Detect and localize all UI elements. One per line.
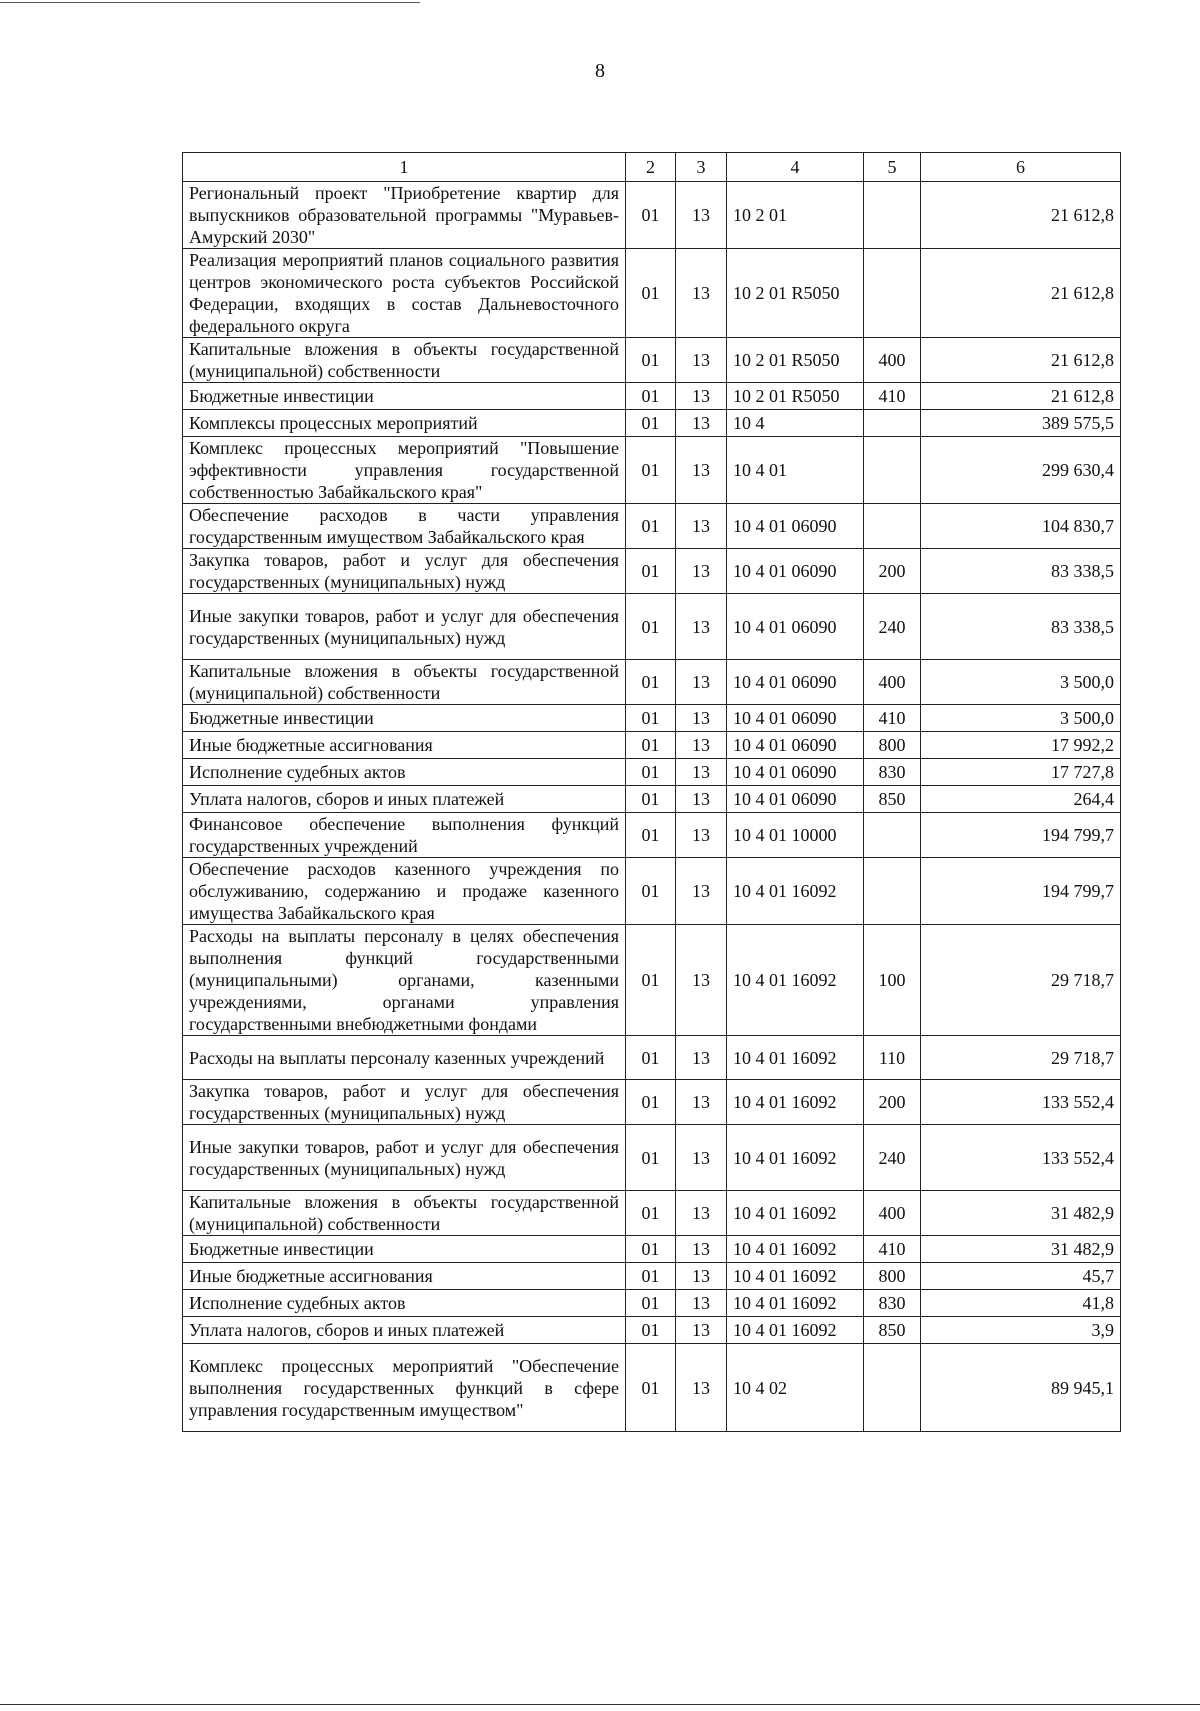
row-cell-c4: 10 2 01 R5050	[727, 383, 864, 410]
row-name-cell: Уплата налогов, сборов и иных платежей	[183, 1317, 626, 1344]
row-cell-c6: 133 552,4	[921, 1125, 1121, 1191]
row-name-cell: Бюджетные инвестиции	[183, 383, 626, 410]
row-cell-c5: 200	[864, 1080, 921, 1125]
table-row	[183, 813, 1121, 858]
row-cell-c4: 10 4 01	[727, 437, 864, 504]
row-cell-c6: 21 612,8	[921, 383, 1121, 410]
table-row	[183, 249, 1121, 338]
row-cell-c4: 10 4 01 06090	[727, 594, 864, 660]
row-cell-c6: 17 992,2	[921, 732, 1121, 759]
row-name-cell: Иные бюджетные ассигнования	[183, 732, 626, 759]
row-cell-c3: 13	[676, 1191, 727, 1236]
row-cell-c6: 3 500,0	[921, 705, 1121, 732]
row-cell-c5: 240	[864, 1125, 921, 1191]
column-header-2: 2	[626, 153, 676, 182]
row-cell-c3: 13	[676, 1344, 727, 1432]
row-cell-c2: 01	[626, 660, 676, 705]
table-row	[183, 705, 1121, 732]
row-name-cell: Региональный проект "Приобретение квартир для выпускников образовательной программы "Муравьев-Амурский 2030"	[183, 182, 626, 249]
row-cell-c3: 13	[676, 1263, 727, 1290]
row-name-cell: Иные бюджетные ассигнования	[183, 1263, 626, 1290]
table-row	[183, 1290, 1121, 1317]
column-header-1: 1	[183, 153, 626, 182]
column-header-4: 4	[727, 153, 864, 182]
table-row	[183, 437, 1121, 504]
row-cell-c3: 13	[676, 338, 727, 383]
row-name-cell: Исполнение судебных актов	[183, 1290, 626, 1317]
table-row	[183, 732, 1121, 759]
row-name-cell: Финансовое обеспечение выполнения функций государственных учреждений	[183, 813, 626, 858]
row-cell-c3: 13	[676, 1080, 727, 1125]
table-row	[183, 925, 1121, 1036]
row-cell-c6: 3,9	[921, 1317, 1121, 1344]
row-cell-c6: 21 612,8	[921, 338, 1121, 383]
column-header-5: 5	[864, 153, 921, 182]
row-cell-c6: 83 338,5	[921, 549, 1121, 594]
table-row	[183, 1191, 1121, 1236]
row-cell-c2: 01	[626, 594, 676, 660]
row-name-cell: Комплексы процессных мероприятий	[183, 410, 626, 437]
row-cell-c4: 10 2 01 R5050	[727, 249, 864, 338]
row-cell-c5: 800	[864, 1263, 921, 1290]
row-cell-c4: 10 4	[727, 410, 864, 437]
table-row	[183, 1125, 1121, 1191]
table-row	[183, 504, 1121, 549]
row-name-cell: Комплекс процессных мероприятий "Обеспечение выполнения государственных функций в сфере управления государственным имуществом"	[183, 1344, 626, 1432]
row-cell-c4: 10 4 01 16092	[727, 1125, 864, 1191]
table-row	[183, 1344, 1121, 1432]
row-cell-c5	[864, 182, 921, 249]
row-cell-c3: 13	[676, 549, 727, 594]
row-cell-c6: 17 727,8	[921, 759, 1121, 786]
row-cell-c4: 10 4 01 06090	[727, 786, 864, 813]
row-cell-c3: 13	[676, 504, 727, 549]
row-cell-c4: 10 4 01 16092	[727, 1036, 864, 1080]
row-name-cell: Комплекс процессных мероприятий "Повышение эффективности управления государственной собственностью Забайкальского края"	[183, 437, 626, 504]
row-cell-c5: 410	[864, 705, 921, 732]
row-cell-c6: 21 612,8	[921, 249, 1121, 338]
table-row	[183, 549, 1121, 594]
row-name-cell: Расходы на выплаты персоналу в целях обеспечения выполнения функций государственными (муниципальными) органами, казенными учреждениями, органами управления государственными внебюджетными фондами	[183, 925, 626, 1036]
row-cell-c5: 400	[864, 338, 921, 383]
row-cell-c4: 10 4 02	[727, 1344, 864, 1432]
row-cell-c2: 01	[626, 504, 676, 549]
row-cell-c2: 01	[626, 410, 676, 437]
row-cell-c2: 01	[626, 182, 676, 249]
row-cell-c6: 45,7	[921, 1263, 1121, 1290]
row-cell-c2: 01	[626, 786, 676, 813]
row-cell-c4: 10 4 01 16092	[727, 1080, 864, 1125]
row-cell-c2: 01	[626, 1036, 676, 1080]
row-cell-c6: 3 500,0	[921, 660, 1121, 705]
row-cell-c6: 389 575,5	[921, 410, 1121, 437]
row-cell-c2: 01	[626, 1236, 676, 1263]
row-name-cell: Капитальные вложения в объекты государственной (муниципальной) собственности	[183, 338, 626, 383]
row-cell-c3: 13	[676, 1290, 727, 1317]
row-name-cell: Уплата налогов, сборов и иных платежей	[183, 786, 626, 813]
row-cell-c4: 10 2 01 R5050	[727, 338, 864, 383]
table-row	[183, 786, 1121, 813]
row-cell-c4: 10 2 01	[727, 182, 864, 249]
row-cell-c2: 01	[626, 1344, 676, 1432]
table-row	[183, 182, 1121, 249]
table-row	[183, 1036, 1121, 1080]
row-cell-c2: 01	[626, 1290, 676, 1317]
row-cell-c3: 13	[676, 1236, 727, 1263]
row-cell-c5	[864, 437, 921, 504]
table-row	[183, 410, 1121, 437]
row-cell-c5	[864, 249, 921, 338]
table-body	[183, 182, 1121, 1432]
row-cell-c3: 13	[676, 705, 727, 732]
row-name-cell: Реализация мероприятий планов социального развития центров экономического роста субъектов Российской Федерации, входящих в состав Дальневосточного федерального округа	[183, 249, 626, 338]
row-cell-c6: 299 630,4	[921, 437, 1121, 504]
row-cell-c5	[864, 1344, 921, 1432]
table-row	[183, 1236, 1121, 1263]
row-cell-c4: 10 4 01 06090	[727, 549, 864, 594]
row-cell-c3: 13	[676, 410, 727, 437]
row-cell-c6: 194 799,7	[921, 813, 1121, 858]
row-cell-c5: 410	[864, 1236, 921, 1263]
row-cell-c2: 01	[626, 813, 676, 858]
row-cell-c6: 31 482,9	[921, 1236, 1121, 1263]
row-cell-c5: 410	[864, 383, 921, 410]
budget-table	[182, 152, 1121, 1432]
column-header-6: 6	[921, 153, 1121, 182]
row-cell-c3: 13	[676, 1036, 727, 1080]
row-cell-c5: 100	[864, 925, 921, 1036]
row-name-cell: Иные закупки товаров, работ и услуг для обеспечения государственных (муниципальных) нужд	[183, 594, 626, 660]
row-cell-c2: 01	[626, 249, 676, 338]
row-name-cell: Закупка товаров, работ и услуг для обеспечения государственных (муниципальных) нужд	[183, 549, 626, 594]
row-name-cell: Капитальные вложения в объекты государственной (муниципальной) собственности	[183, 660, 626, 705]
row-cell-c5: 800	[864, 732, 921, 759]
row-cell-c3: 13	[676, 1317, 727, 1344]
row-cell-c2: 01	[626, 858, 676, 925]
row-cell-c6: 89 945,1	[921, 1344, 1121, 1432]
table-header-row	[183, 153, 1121, 182]
row-cell-c2: 01	[626, 759, 676, 786]
row-cell-c5	[864, 410, 921, 437]
row-cell-c2: 01	[626, 549, 676, 594]
table-row	[183, 1263, 1121, 1290]
row-cell-c3: 13	[676, 925, 727, 1036]
row-cell-c3: 13	[676, 858, 727, 925]
column-header-3: 3	[676, 153, 727, 182]
table-row	[183, 383, 1121, 410]
row-name-cell: Обеспечение расходов в части управления государственным имуществом Забайкальского края	[183, 504, 626, 549]
row-cell-c3: 13	[676, 182, 727, 249]
scan-edge-line	[0, 2, 420, 3]
page-number: 8	[595, 60, 605, 82]
row-cell-c6: 29 718,7	[921, 925, 1121, 1036]
row-cell-c4: 10 4 01 16092	[727, 1317, 864, 1344]
row-cell-c2: 01	[626, 1191, 676, 1236]
row-name-cell: Бюджетные инвестиции	[183, 705, 626, 732]
row-cell-c6: 104 830,7	[921, 504, 1121, 549]
table-row	[183, 858, 1121, 925]
row-cell-c5: 200	[864, 549, 921, 594]
row-cell-c5	[864, 504, 921, 549]
row-cell-c4: 10 4 01 06090	[727, 660, 864, 705]
table-row	[183, 660, 1121, 705]
row-cell-c5: 850	[864, 786, 921, 813]
row-cell-c3: 13	[676, 437, 727, 504]
row-cell-c6: 41,8	[921, 1290, 1121, 1317]
row-cell-c2: 01	[626, 1080, 676, 1125]
table-row	[183, 594, 1121, 660]
row-cell-c4: 10 4 01 16092	[727, 1236, 864, 1263]
row-cell-c5	[864, 813, 921, 858]
row-cell-c6: 133 552,4	[921, 1080, 1121, 1125]
row-cell-c2: 01	[626, 1263, 676, 1290]
row-cell-c5	[864, 858, 921, 925]
row-name-cell: Расходы на выплаты персоналу казенных учреждений	[183, 1036, 626, 1080]
row-cell-c3: 13	[676, 813, 727, 858]
row-cell-c3: 13	[676, 786, 727, 813]
row-cell-c5: 830	[864, 1290, 921, 1317]
row-cell-c4: 10 4 01 16092	[727, 858, 864, 925]
row-cell-c3: 13	[676, 660, 727, 705]
row-cell-c3: 13	[676, 249, 727, 338]
row-name-cell: Капитальные вложения в объекты государственной (муниципальной) собственности	[183, 1191, 626, 1236]
row-cell-c4: 10 4 01 10000	[727, 813, 864, 858]
row-name-cell: Обеспечение расходов казенного учреждения по обслуживанию, содержанию и продаже казенного имущества Забайкальского края	[183, 858, 626, 925]
row-cell-c5: 400	[864, 660, 921, 705]
row-name-cell: Бюджетные инвестиции	[183, 1236, 626, 1263]
row-cell-c2: 01	[626, 1125, 676, 1191]
table-row	[183, 1080, 1121, 1125]
row-cell-c4: 10 4 01 06090	[727, 732, 864, 759]
row-cell-c5: 850	[864, 1317, 921, 1344]
row-name-cell: Закупка товаров, работ и услуг для обеспечения государственных (муниципальных) нужд	[183, 1080, 626, 1125]
row-cell-c6: 29 718,7	[921, 1036, 1121, 1080]
row-cell-c5: 830	[864, 759, 921, 786]
row-cell-c5: 400	[864, 1191, 921, 1236]
row-cell-c6: 194 799,7	[921, 858, 1121, 925]
table-row	[183, 759, 1121, 786]
row-cell-c4: 10 4 01 16092	[727, 1290, 864, 1317]
row-cell-c6: 83 338,5	[921, 594, 1121, 660]
row-cell-c3: 13	[676, 1125, 727, 1191]
row-cell-c4: 10 4 01 06090	[727, 705, 864, 732]
row-cell-c6: 21 612,8	[921, 182, 1121, 249]
row-cell-c5: 110	[864, 1036, 921, 1080]
row-cell-c3: 13	[676, 594, 727, 660]
row-cell-c2: 01	[626, 437, 676, 504]
row-name-cell: Исполнение судебных актов	[183, 759, 626, 786]
row-cell-c3: 13	[676, 759, 727, 786]
row-cell-c2: 01	[626, 383, 676, 410]
row-name-cell: Иные закупки товаров, работ и услуг для обеспечения государственных (муниципальных) нужд	[183, 1125, 626, 1191]
scan-edge-line-bottom	[0, 1704, 1200, 1705]
row-cell-c2: 01	[626, 732, 676, 759]
row-cell-c4: 10 4 01 06090	[727, 504, 864, 549]
row-cell-c2: 01	[626, 705, 676, 732]
row-cell-c2: 01	[626, 1317, 676, 1344]
row-cell-c6: 31 482,9	[921, 1191, 1121, 1236]
table-row	[183, 338, 1121, 383]
row-cell-c4: 10 4 01 16092	[727, 925, 864, 1036]
row-cell-c4: 10 4 01 16092	[727, 1263, 864, 1290]
row-cell-c5: 240	[864, 594, 921, 660]
table-row	[183, 1317, 1121, 1344]
row-cell-c3: 13	[676, 732, 727, 759]
row-cell-c4: 10 4 01 06090	[727, 759, 864, 786]
row-cell-c4: 10 4 01 16092	[727, 1191, 864, 1236]
row-cell-c3: 13	[676, 383, 727, 410]
row-cell-c2: 01	[626, 338, 676, 383]
row-cell-c2: 01	[626, 925, 676, 1036]
row-cell-c6: 264,4	[921, 786, 1121, 813]
